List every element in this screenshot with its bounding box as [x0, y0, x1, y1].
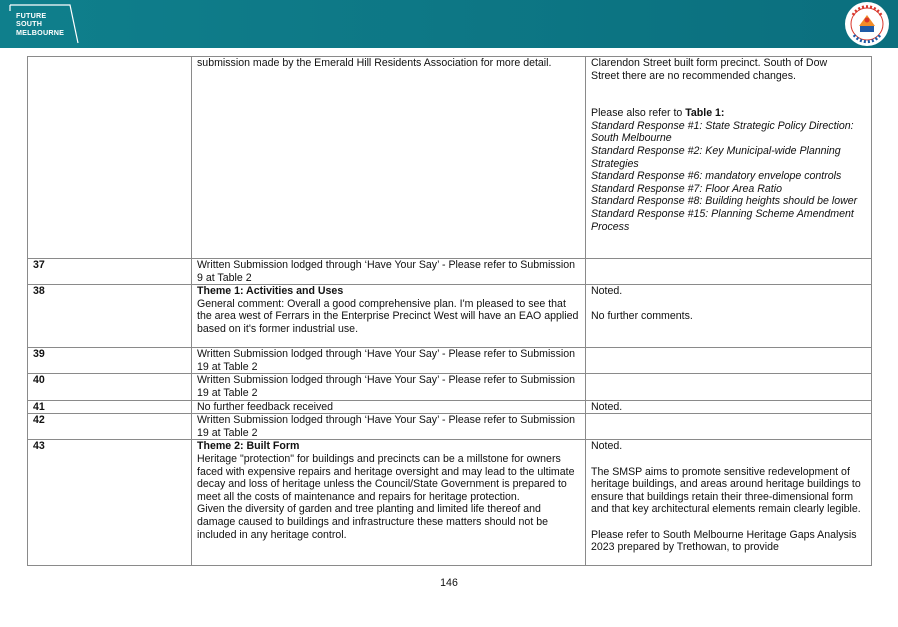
submission-cell: No further feedback received [192, 400, 586, 414]
submission-cell: Written Submission lodged through ‘Have Your Say’ - Please refer to Submission 9 at Table 2 [192, 259, 586, 285]
response-cell [586, 374, 872, 400]
row-number-cell: 42 [28, 414, 192, 440]
response-cell [586, 348, 872, 374]
response-cell: Noted. [586, 400, 872, 414]
row-number-cell: 39 [28, 348, 192, 374]
table-row [28, 440, 872, 566]
page-header-band [0, 0, 898, 48]
logo-wordmark: FUTURE SOUTH MELBOURNE [16, 11, 65, 37]
council-seal-icon [844, 1, 890, 47]
table-row [28, 57, 872, 259]
submission-cell: Written Submission lodged through ‘Have Your Say’ - Please refer to Submission 19 at Table 2 [192, 374, 586, 400]
response-cell [586, 414, 872, 440]
submission-cell: Written Submission lodged through ‘Have Your Say’ - Please refer to Submission 19 at Table 2 [192, 348, 586, 374]
row-number-cell: 43 [28, 440, 192, 566]
table-row [28, 259, 872, 285]
table-row [28, 414, 872, 440]
response-cell: Noted. No further comments. [586, 285, 872, 348]
table-row [28, 400, 872, 414]
submission-cell: Written Submission lodged through ‘Have Your Say’ - Please refer to Submission 19 at Table 2 [192, 414, 586, 440]
submission-cell: Theme 2: Built Form Heritage "protection" for buildings and precincts can be a millstone for owners faced with expensive repairs and heritage oversight and may lead to the ultimate decay and loss of heritage unless the Council/State Government is prepared to meet all the costs of maintenance and repairs for heritage protection. Given the diversity of garden and tree planting and limited life thereof and damage caused to buildings and infrastructure these matters should not be included in any heritage control. [192, 440, 586, 566]
response-cell [586, 259, 872, 285]
row-number-cell [28, 57, 192, 259]
response-cell: Clarendon Street built form precinct. South of Dow Street there are no recommended changes. Please also refer to Table 1: Standard Response #1: State Strategic Policy Direction: South Melbourne Standard Response #2: Key Municipal-wide Planning Strategies Standard Response #6: mandatory envelope controls Standard Response #7: Floor Area Ratio Standard Response #8: Building heights should be lower Standard Response #15: Planning Scheme Amendment Process [586, 57, 872, 259]
future-south-melbourne-logo [8, 3, 78, 45]
submissions-table [27, 56, 872, 566]
response-cell: Noted. The SMSP aims to promote sensitive redevelopment of heritage buildings, and areas around heritage buildings to ensure that buildings retain their three-dimensional form and that key architectural elements remain clearly legible. Please refer to South Melbourne Heritage Gaps Analysis 2023 prepared by Trethowan, to provide [586, 440, 872, 566]
submission-cell: Theme 1: Activities and Uses General comment: Overall a good comprehensive plan. I'm pleased to see that the area west of Ferrars in the Enterprise Precinct West will have an EAO applied based on it's former industrial use. [192, 285, 586, 348]
table-row [28, 374, 872, 400]
submission-cell: submission made by the Emerald Hill Residents Association for more detail. [192, 57, 586, 259]
row-number-cell: 41 [28, 400, 192, 414]
city-of-port-phillip-seal [844, 1, 890, 47]
row-number-cell: 40 [28, 374, 192, 400]
row-number-cell: 37 [28, 259, 192, 285]
table-row [28, 348, 872, 374]
page-number: 146 [440, 577, 458, 589]
table-row [28, 285, 872, 348]
row-number-cell: 38 [28, 285, 192, 348]
